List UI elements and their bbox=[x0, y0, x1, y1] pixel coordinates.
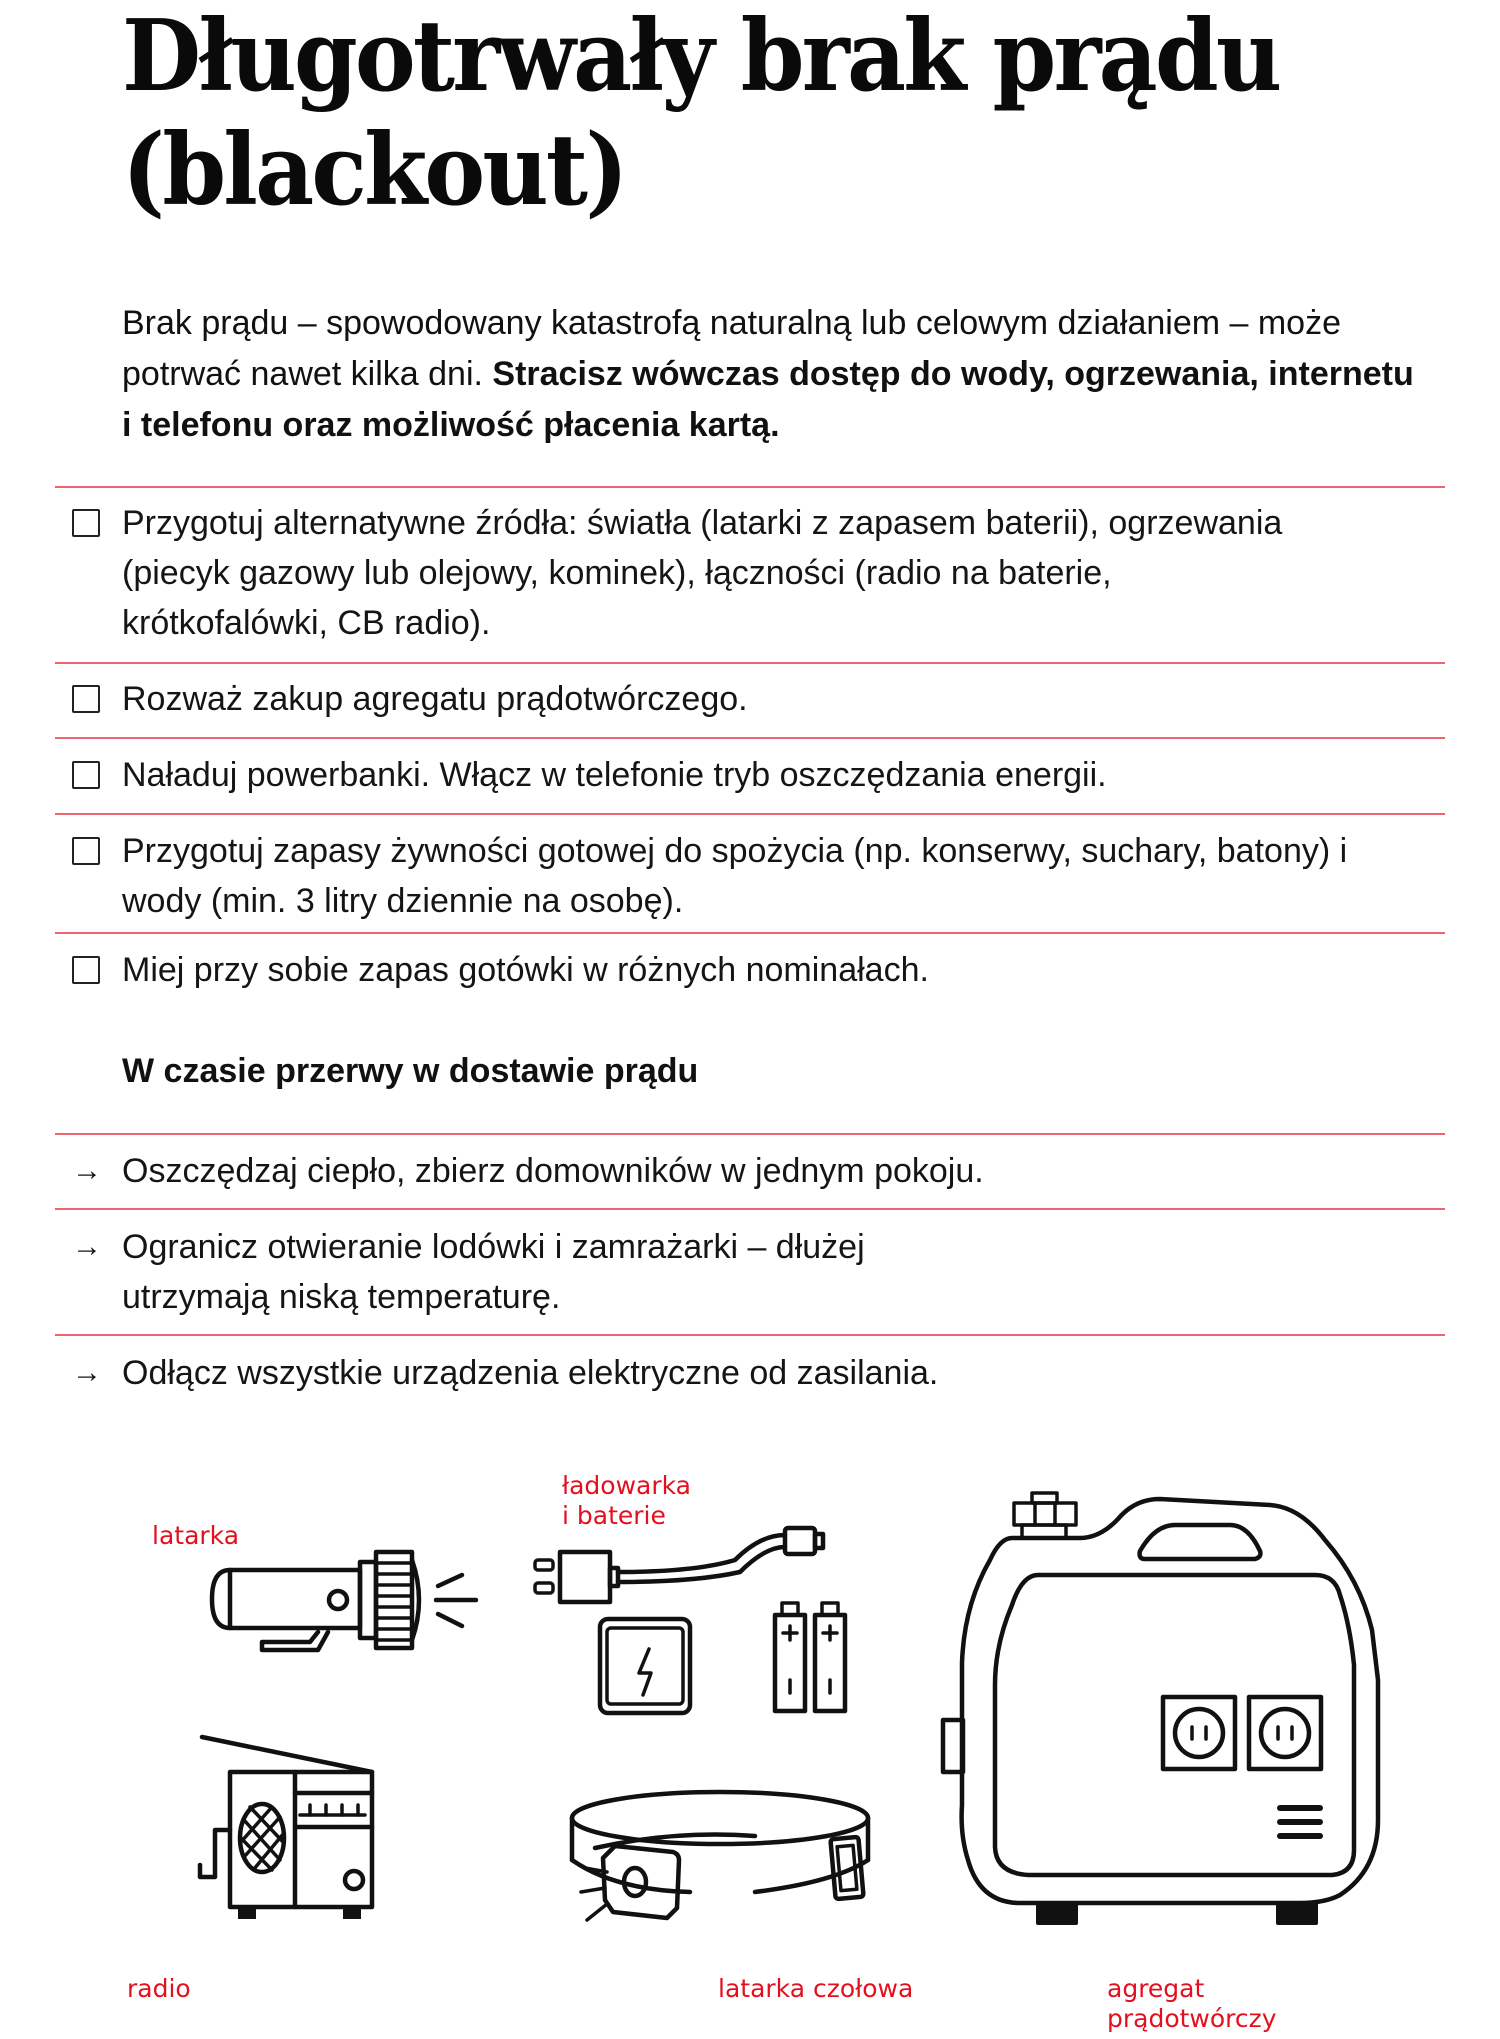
intro-paragraph bbox=[122, 298, 1422, 451]
intro-bold-text: Stracisz wówczas dostęp do wody, ogrzewania, internetu i telefonu oraz możliwość płacenia kartą. bbox=[122, 355, 1414, 444]
checklist-item-text: Przygotuj zapasy żywności gotowej do spożycia (np. konserwy, suchary, batony) i wody (min. 3 litry dziennie na osobę). bbox=[122, 832, 1348, 920]
label-generator-line-2: prądotwórczy bbox=[1107, 2004, 1277, 2033]
label-generator bbox=[1107, 1974, 1277, 2034]
checklist-item-text: Naładuj powerbanki. Włącz w telefonie tryb oszczędzania energii. bbox=[122, 756, 1107, 794]
tip-item bbox=[72, 1222, 1432, 1322]
tip-item-text: Odłącz wszystkie urządzenia elektryczne od zasilania. bbox=[122, 1354, 939, 1392]
checklist-item[interactable] bbox=[72, 945, 1432, 995]
arrow-right-icon: → bbox=[72, 1356, 102, 1389]
label-generator-line-1: agregat bbox=[1107, 1974, 1205, 2003]
radio-icon bbox=[180, 1725, 440, 1925]
intro-text: Brak prądu – spowodowany katastrofą naturalną lub celowym działaniem – może potrwać nawet kilka dni. bbox=[122, 304, 1341, 393]
separator bbox=[55, 1133, 1445, 1135]
label-charger-line-2: i baterie bbox=[562, 1501, 666, 1530]
checklist-item[interactable] bbox=[72, 674, 1432, 724]
label-flashlight: latarka bbox=[152, 1521, 240, 1550]
arrow-right-icon: → bbox=[72, 1154, 102, 1187]
checklist-item-text: Rozważ zakup agregatu prądotwórczego. bbox=[122, 680, 748, 718]
arrow-right-icon: → bbox=[72, 1230, 102, 1263]
tip-item-text: Oszczędzaj ciepło, zbierz domowników w jednym pokoju. bbox=[122, 1152, 984, 1190]
checklist-item[interactable] bbox=[72, 750, 1432, 800]
separator bbox=[55, 662, 1445, 664]
checkbox[interactable] bbox=[72, 761, 100, 789]
page-title-line-2: (blackout) bbox=[122, 113, 626, 228]
page-title-line-1: Długotrwały brak prądu bbox=[122, 0, 1280, 114]
checklist-item-text: Przygotuj alternatywne źródła: światła (latarki z zapasem baterii), ogrzewania (piecyk gazowy lub olejowy, kominek), łączności (radio na baterie, krótkofalówki, CB radio). bbox=[122, 504, 1283, 642]
separator bbox=[55, 1208, 1445, 1210]
separator bbox=[55, 813, 1445, 815]
checklist-item[interactable] bbox=[72, 498, 1432, 648]
section-heading: W czasie przerwy w dostawie prądu bbox=[122, 1052, 699, 1090]
page-title bbox=[122, 0, 1331, 228]
separator bbox=[55, 486, 1445, 488]
checklist-item[interactable] bbox=[72, 826, 1432, 926]
generator-icon bbox=[940, 1485, 1385, 1935]
checkbox[interactable] bbox=[72, 685, 100, 713]
checkbox[interactable] bbox=[72, 837, 100, 865]
checklist-item-text: Miej przy sobie zapas gotówki w różnych nominałach. bbox=[122, 951, 929, 989]
label-charger-line-1: ładowarka bbox=[562, 1471, 691, 1500]
checkbox[interactable] bbox=[72, 956, 100, 984]
charger-batteries-icon bbox=[525, 1515, 885, 1715]
separator bbox=[55, 737, 1445, 739]
headlamp-icon bbox=[555, 1780, 875, 1930]
separator bbox=[55, 932, 1445, 934]
label-headlamp: latarka czołowa bbox=[718, 1974, 914, 2003]
label-radio: radio bbox=[127, 1974, 191, 2003]
flashlight-icon bbox=[200, 1530, 490, 1660]
tip-item-text: Ogranicz otwieranie lodówki i zamrażarki – dłużej utrzymają niską temperaturę. bbox=[122, 1228, 865, 1316]
tip-item bbox=[72, 1146, 1432, 1196]
checkbox[interactable] bbox=[72, 509, 100, 537]
separator bbox=[55, 1334, 1445, 1336]
tip-item bbox=[72, 1348, 1432, 1398]
